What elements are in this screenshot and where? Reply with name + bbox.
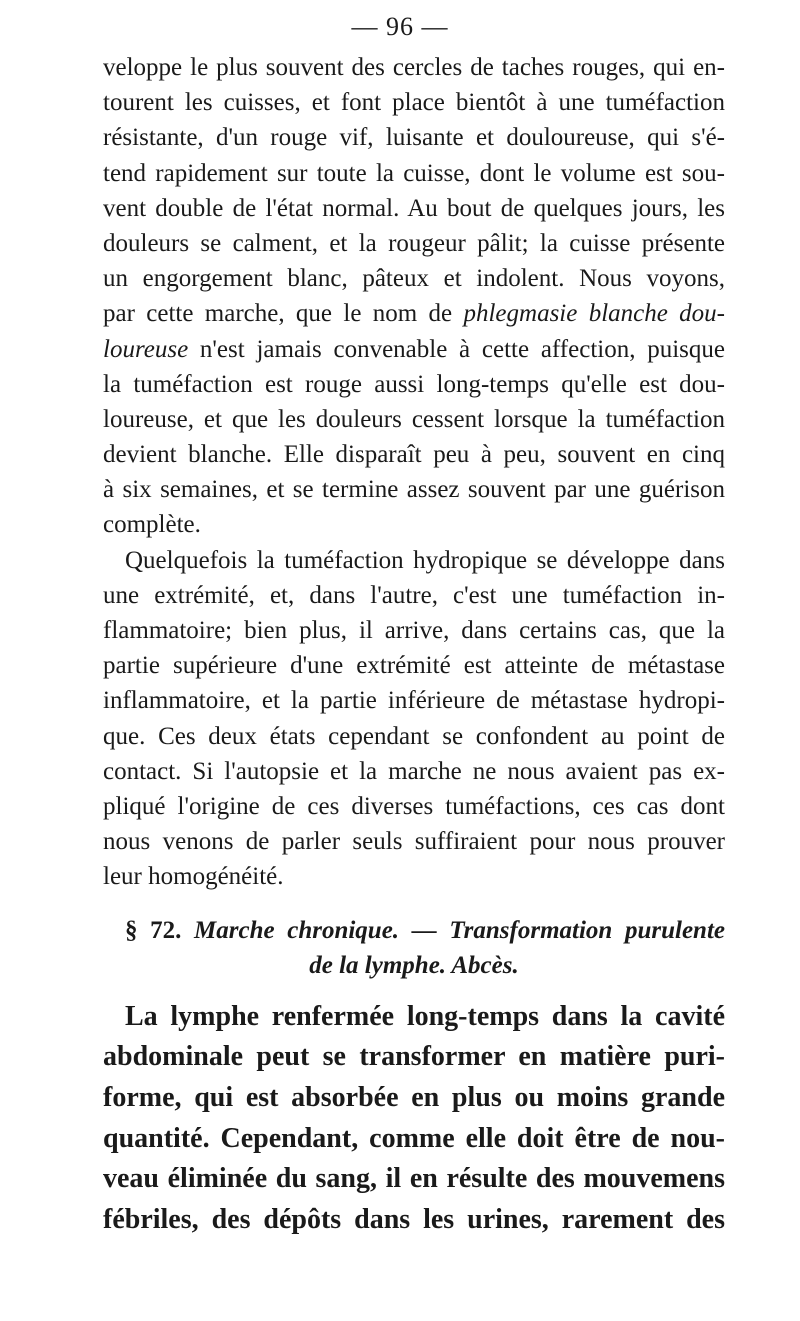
text-line: que. Ces deux états cependant se confondent au point de [103, 722, 725, 750]
text-line: la tuméfaction est rouge aussi long-temps qu'elle est dou- [103, 370, 725, 398]
text-line: résistante, d'un rouge vif, luisante et douloureuse, qui s'é- [103, 124, 725, 152]
text-line: contact. Si l'autopsie et la marche ne nous avaient pas ex- [103, 757, 725, 785]
text-line: devient blanche. Elle disparaît peu à peu, souvent en cinq [103, 441, 725, 469]
italic-term: loureuse [103, 335, 189, 363]
text-line: un engorgement blanc, pâteux et indolent. Nous voyons, [103, 265, 725, 293]
text-line: veloppe le plus souvent des cercles de taches rouges, qui en- [103, 54, 725, 81]
text-run: n'est jamais convenable à cette affection, puisque [188, 335, 725, 363]
text-line: une extrémité, et, dans l'autre, c'est une tuméfaction in- [103, 581, 725, 609]
text-line: abdominale peut se transformer en matière puri- [103, 1041, 725, 1073]
text-line: flammatoire; bien plus, il arrive, dans certains cas, que la [103, 617, 725, 644]
text-line [103, 296, 725, 331]
section-title: Marche chronique. — Transformation purulente [194, 916, 725, 944]
text-line: tourent les cuisses, et font place bientôt à une tuméfaction [103, 89, 725, 117]
text-line: inflammatoire, et la partie inférieure de métastase hydropi- [103, 687, 725, 715]
section-number: § 72. [125, 916, 182, 944]
paragraph-1 [103, 50, 725, 543]
text-line: nous venons de parler seuls suffiraient pour nous prouver [103, 828, 725, 856]
section-title-line: de la lymphe. Abcès. [309, 951, 519, 979]
paragraph-3 [103, 997, 725, 1241]
section-title-line [103, 913, 725, 948]
text-line: partie supérieure d'une extrémité est atteinte de métastase [103, 652, 725, 680]
text-line: Quelquefois la tuméfaction hydropique se développe dans [125, 546, 725, 574]
text-line [103, 332, 725, 367]
text-line: tend rapidement sur toute la cuisse, dont le volume est sou- [103, 159, 725, 187]
text-line: leur homogénéité. [103, 863, 284, 891]
section-heading [103, 913, 725, 983]
text-line: veau éliminée du sang, il en résulte des mouvemens [103, 1163, 725, 1195]
italic-term: phlegmasie blanche dou- [463, 300, 725, 328]
text-line: quantité. Cependant, comme elle doit être de nou- [103, 1122, 725, 1154]
text-line: La lymphe renfermée long-temps dans la cavité [125, 1000, 725, 1032]
page-number: — 96 — [351, 12, 449, 41]
text-run: par cette marche, que le nom de [103, 300, 464, 328]
text-line: à six semaines, et se termine assez souvent par une guérison [103, 476, 725, 504]
text-line: loureuse, et que les douleurs cessent lorsque la tuméfaction [103, 405, 725, 433]
text-line: forme, qui est absorbée en plus ou moins grande [103, 1082, 725, 1114]
body-text [103, 50, 725, 1240]
text-line: douleurs se calment, et la rougeur pâlit; la cuisse présente [103, 229, 725, 257]
text-line: vent double de l'état normal. Au bout de quelques jours, les [103, 194, 725, 222]
text-line: complète. [103, 511, 201, 539]
text-line: fébriles, des dépôts dans les urines, rarement des [103, 1203, 725, 1235]
text-line: pliqué l'origine de ces diverses tuméfactions, ces cas dont [103, 792, 725, 820]
paragraph-2 [103, 543, 725, 895]
